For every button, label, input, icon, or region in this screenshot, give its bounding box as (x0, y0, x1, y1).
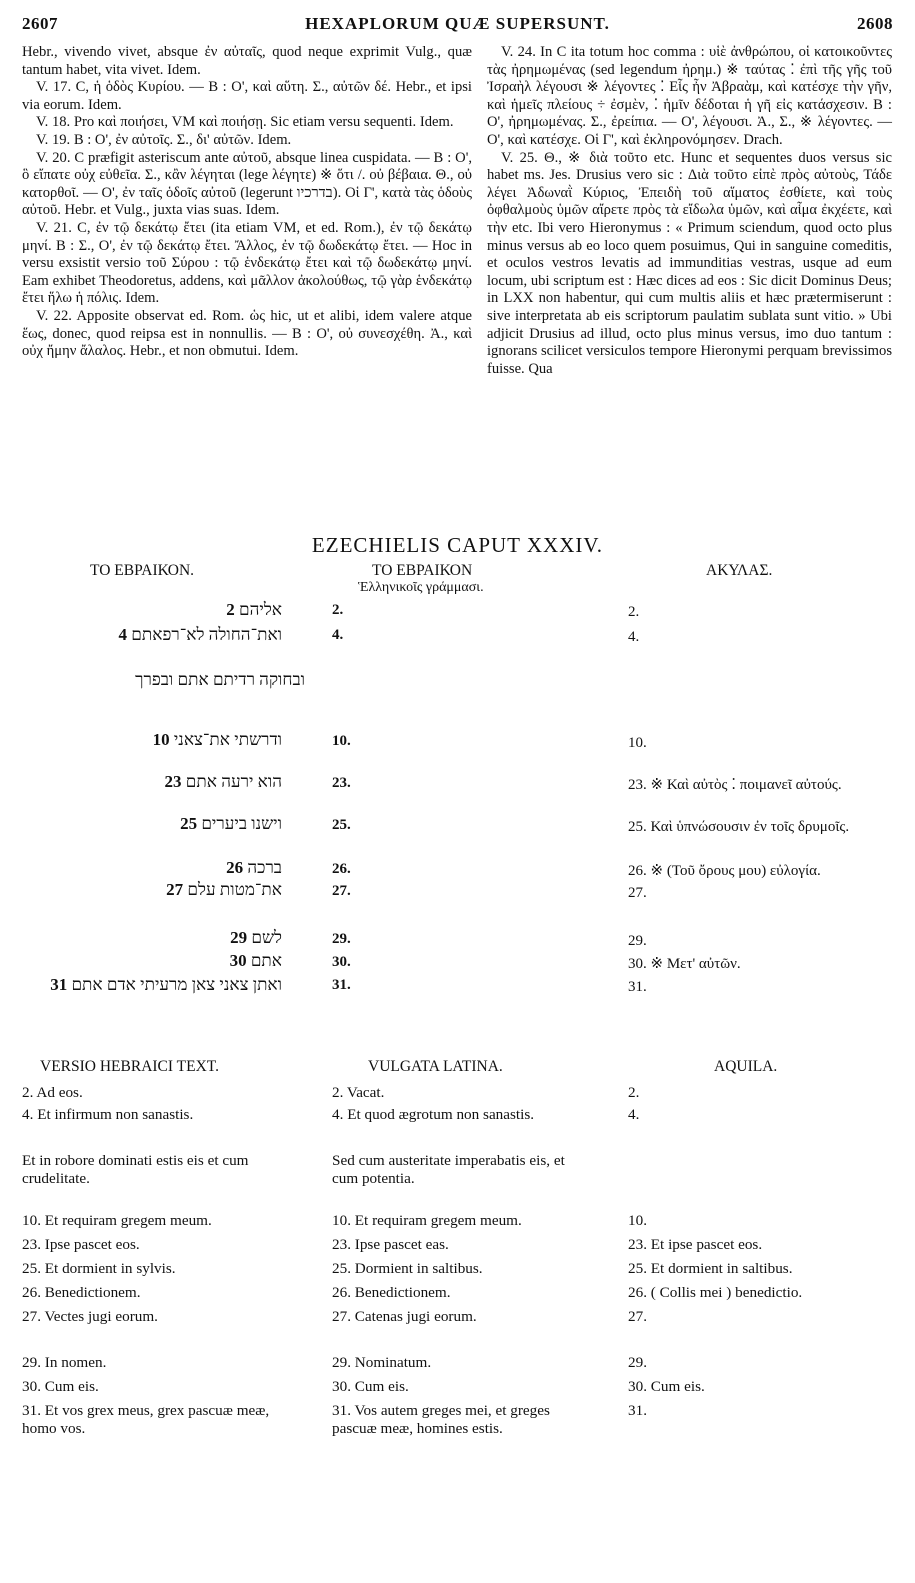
aquila-greek-row: 23. ※ Καὶ αὐτὸς ⁚ ποιμανεῖ αὐτούς. (628, 777, 842, 793)
hebrew-text: אליהם (239, 600, 282, 619)
translit-number: 30. (332, 954, 351, 970)
versio-cell: 26. Benedictionem. (22, 1284, 141, 1301)
hebrew-text: ובחוקה רדיתם אתם ובפרך (135, 670, 305, 689)
verse-number: 26 (226, 858, 244, 877)
translit-number: 29. (332, 931, 351, 947)
note-paragraph: V. 20. C præfigit asteriscum ante αὐτοῦ, absque linea cuspidata. — B : Ο', ὃ εἴπατε οὐχ εὐθεῖα. Σ., κἂν λέγηται (lege λέγητε) ※ ὅτι /. οὐ βέβαια. Θ., οὐ κατορθοῖ. — Ο', ἐν ταῖς ὁδοῖς αὐτοῦ (legerunt בדרכיו). Οἱ Γ', κατὰ τὰς ὁδοὺς αὐτοῦ. Hebr. et Vulg., juxta vias suas. Idem. (22, 149, 473, 219)
versio-cell: 29. In nomen. (22, 1354, 107, 1371)
hebrew-row (135, 670, 305, 690)
translit-number: 23. (332, 775, 351, 791)
hebrew-row (162, 880, 282, 900)
aquila-cell: 29. (628, 1354, 647, 1371)
verse-number: 31 (50, 975, 68, 994)
hebrew-row (176, 814, 282, 834)
verse-number: 10 (152, 730, 170, 749)
hebrew-text: ברכה (247, 858, 282, 877)
vulgata-cell: 2. Vacat. (332, 1084, 385, 1101)
translit-number: 10. (332, 733, 351, 749)
verse-number: 27 (166, 880, 184, 899)
running-head (22, 14, 893, 36)
header-transliteration-sub: Ἑλληνικοῖς γράμμασι. (358, 580, 484, 595)
versio-cell: 10. Et requiram gregem meum. (22, 1212, 212, 1229)
hebrew-row (161, 772, 282, 792)
vulgata-cell: 29. Nominatum. (332, 1354, 432, 1371)
hebrew-row (222, 858, 282, 878)
aquila-cell: 31. (628, 1402, 647, 1419)
aquila-cell: 10. (628, 1212, 647, 1229)
verse-number: 23 (164, 772, 182, 791)
aquila-greek-row: 26. ※ (Τοῦ ὄρους μου) εὐλογία. (628, 863, 821, 879)
aquila-cell: 23. Et ipse pascet eos. (628, 1236, 763, 1253)
notes-left-column (22, 44, 472, 361)
aquila-greek-row: 29. (628, 933, 647, 949)
vulgata-cell: 10. Et requiram gregem meum. (332, 1212, 522, 1229)
vulgata-cell: 30. Cum eis. (332, 1378, 409, 1395)
note-paragraph: V. 19. B : Ο', ἐν αὐτοῖς. Σ., δι' αὐτῶν. Idem. (36, 131, 292, 148)
hebrew-text: את־מטות עלם (187, 880, 282, 899)
hebrew-text: אתם (250, 951, 282, 970)
vulgata-cell: 27. Catenas jugi eorum. (332, 1308, 477, 1325)
verse-number: 30 (229, 951, 247, 970)
note-paragraph: V. 17. C, ἡ ὁδὸς Κυρίου. — B : Ο', καὶ αὕτη. Σ., αὐτῶν δέ. Hebr., et ipsi via eorum. Idem. (22, 79, 472, 113)
hebrew-row (0, 974, 282, 995)
translit-number: 4. (332, 627, 344, 643)
aquila-greek-row: 4. (628, 629, 640, 645)
header-transliteration: ΤΟ ΕΒΡΑΙΚΟΝ (372, 562, 473, 579)
hebrew-row (115, 625, 282, 645)
note-paragraph: V. 24. In C ita totum hoc comma : υἱὲ ἀνθρώπου, οἱ κατοικοῦντες τὰς ἠρημωμένας (sed legendum ἠρημ.) ※ ταύτας ⁚ ἐπὶ τῆς γῆς τοῦ Ἰσραὴλ λέγουσι ※ λέγοντες ⁚ Εἷς ἦν Ἀβραὰμ, καὶ κατέσχε τὴν γῆν, καὶ ἡμεῖς πλείους ÷ ἐσμὲν, ⁚ ἡμῖν δέδοται ἡ γῆ εἰς κατάσχεσιν. B : Ο', ἠρημωμένας. Σ., ἐρείπια. — Ο', λέγουσι. Ἀ., Σ., ※ λέγοντες. — Ο', καὶ κατέσχε. Οἱ Γ', καὶ ἐκληρονόμησεν. Drach. (487, 44, 892, 148)
versio-cell: 30. Cum eis. (22, 1378, 99, 1395)
header-versio: VERSIO HEBRAICI TEXT. (40, 1058, 219, 1075)
chapter-title: EZECHIELIS CAPUT XXXIV. (311, 533, 604, 557)
verse-number: 29 (230, 928, 248, 947)
page-number-left: 2607 (22, 14, 58, 33)
hebrew-row (226, 951, 282, 971)
hebrew-text: לשם (251, 928, 282, 947)
verse-number: 4 (118, 625, 128, 644)
hebrew-text: ואת־החולה לא־רפאתם (131, 625, 282, 644)
versio-cell: 23. Ipse pascet eos. (22, 1236, 140, 1253)
note-paragraph: V. 22. Apposite observat ed. Rom. ὡς hic, ut et alibi, idem valere atque ἕως, donec, quod reipsa est in nonnullis. — B : Ο', οὐ συνεσχέθη. Ἀ., καὶ οὐχ ἤμην ἄλαλος. Hebr., et non obmutui. Idem. (22, 307, 472, 360)
header-aquila-latin: AQUILA. (714, 1058, 778, 1075)
hebrew-row (149, 730, 282, 750)
verse-number: 25 (180, 814, 198, 833)
note-paragraph: Hebr., vivendo vivet, absque ἐν αὐταῖς, quod neque exprimit Vulg., quæ tantum habet, vita vivet. Idem. (22, 44, 472, 78)
note-paragraph: V. 21. C, ἐν τῷ δεκάτῳ ἔτει (ita etiam VM, et ed. Rom.), ἐν τῷ δεκάτῳ μηνί. B : Σ., Ο', ἐν τῷ δεκάτῳ ἔτει. Ἄλλος, ἐν τῷ δωδεκάτῳ ἔτει. — Hoc in versu exsistit versio τοῦ Σύρου : τῷ ἑνδεκάτῳ ἔτει καὶ τῷ δωδεκάτῳ μηνί. Eam exhibet Theodoretus, addens, καὶ μᾶλλον ἀκολούθως, τῷ γὰρ ἑνδεκάτῳ ἔτει ἥλω ἡ πόλις. Idem. (22, 219, 472, 307)
aquila-cell: 27. (628, 1308, 647, 1325)
hebrew-text: ודרשתי את־צאני (173, 730, 282, 749)
page-number-right: 2608 (857, 14, 893, 33)
aquila-cell: 25. Et dormient in saltibus. (628, 1260, 793, 1277)
aquila-cell: 4. (628, 1106, 640, 1123)
hebrew-row (226, 928, 282, 948)
translit-number: 27. (332, 883, 351, 899)
aquila-greek-row: 10. (628, 735, 647, 751)
translit-number: 25. (332, 817, 351, 833)
aquila-greek-row: 27. (628, 885, 647, 901)
versio-cell: 2. Ad eos. (22, 1084, 83, 1101)
hebrew-text: ואתן צאני צאן מרעיתי אדם אתם (71, 975, 282, 994)
vulgata-cell: 4. Et quod ægrotum non sanastis. (332, 1106, 535, 1123)
verse-number: 2 (226, 600, 235, 619)
aquila-greek-row: 2. (628, 604, 640, 620)
versio-cell: Et in robore dominati estis eis et cum crudelitate. (22, 1152, 249, 1187)
versio-cell: 31. Et vos grex meus, grex pascuæ meæ, homo vos. (22, 1402, 270, 1437)
vulgata-cell: Sed cum austeritate imperabatis eis, et cum potentia. (332, 1152, 565, 1187)
aquila-greek-row: 25. Καὶ ὑπνώσουσιν ἐν τοῖς δρυμοῖς. (628, 819, 850, 835)
header-aquila-greek: ΑΚΥΛΑΣ. (706, 562, 773, 579)
vulgata-cell: 31. Vos autem greges mei, et greges pascuæ meæ, homines estis. (332, 1402, 550, 1437)
vulgata-cell: 25. Dormient in saltibus. (332, 1260, 483, 1277)
aquila-greek-row: 31. (628, 979, 647, 995)
aquila-greek-row: 30. ※ Μετ' αὐτῶν. (628, 956, 741, 972)
hebrew-text: הוא ירעה אתם (185, 772, 282, 791)
hebrew-text: וישנו ביערים (201, 814, 282, 833)
translit-number: 26. (332, 861, 351, 877)
header-vulgata: VULGATA LATINA. (368, 1058, 503, 1075)
versio-cell: 25. Et dormient in sylvis. (22, 1260, 176, 1277)
notes-right-column (487, 44, 892, 378)
aquila-cell: 30. Cum eis. (628, 1378, 705, 1395)
aquila-cell: 2. (628, 1084, 640, 1101)
aquila-cell: 26. ( Collis mei ) benedictio. (628, 1284, 803, 1301)
versio-cell: 27. Vectes jugi eorum. (22, 1308, 158, 1325)
translit-number: 31. (332, 977, 351, 993)
header-hebrew: ΤΟ ΕΒΡΑΙΚΟΝ. (90, 562, 195, 579)
versio-cell: 4. Et infirmum non sanastis. (22, 1106, 194, 1123)
running-title: HEXAPLORUM QUÆ SUPERSUNT. (305, 14, 610, 33)
vulgata-cell: 26. Benedictionem. (332, 1284, 451, 1301)
vulgata-cell: 23. Ipse pascet eas. (332, 1236, 449, 1253)
translit-number: 2. (332, 602, 344, 618)
note-paragraph: V. 18. Pro καὶ ποιήσει, VM καὶ ποιήσῃ. Sic etiam versu sequenti. Idem. (36, 114, 454, 131)
note-paragraph: V. 25. Θ., ※ διὰ τοῦτο etc. Hunc et sequentes duos versus sic habet ms. Jes. Drusius vero sic : Διὰ τοῦτο εἰπὲ πρὸς αὐτοὺς, Τάδε λέγει Ἀδωναῒ Κύριος, Ἐπειδὴ τοῦ αἵματος ἐσθίετε, καὶ τοὺς ὀφθαλμοὺς ὑμῶν αἴρετε πρὸς τὰ εἴδωλα ὑμῶν, καὶ αἷμα ἐκχέετε, καὶ τὴν etc. Ibi vero Hieronymus : « Primum sciendum, quod octo plus minus versus ab eo loco quem posuimus, Qui in sanguine comeditis, et oculos vestros levatis ad immunditias vestras, usque ad eum locum, ubi scriptum est : Hæc dices ad eos : Sic dicit Dominus Deus; in LXX non habentur, qui cum multis aliis et hæc prætermiserunt : sive interpretata ab eis scriptorum paulatim sublata sunt vitio. » Ubi adjicit Drusius ad illud, octo plus minus versus, imo duo tantum : ignorans scilicet versiculos tempore Hieronymi perquam brevissimos fuisse. Qua (487, 149, 892, 377)
hebrew-row (222, 600, 282, 620)
